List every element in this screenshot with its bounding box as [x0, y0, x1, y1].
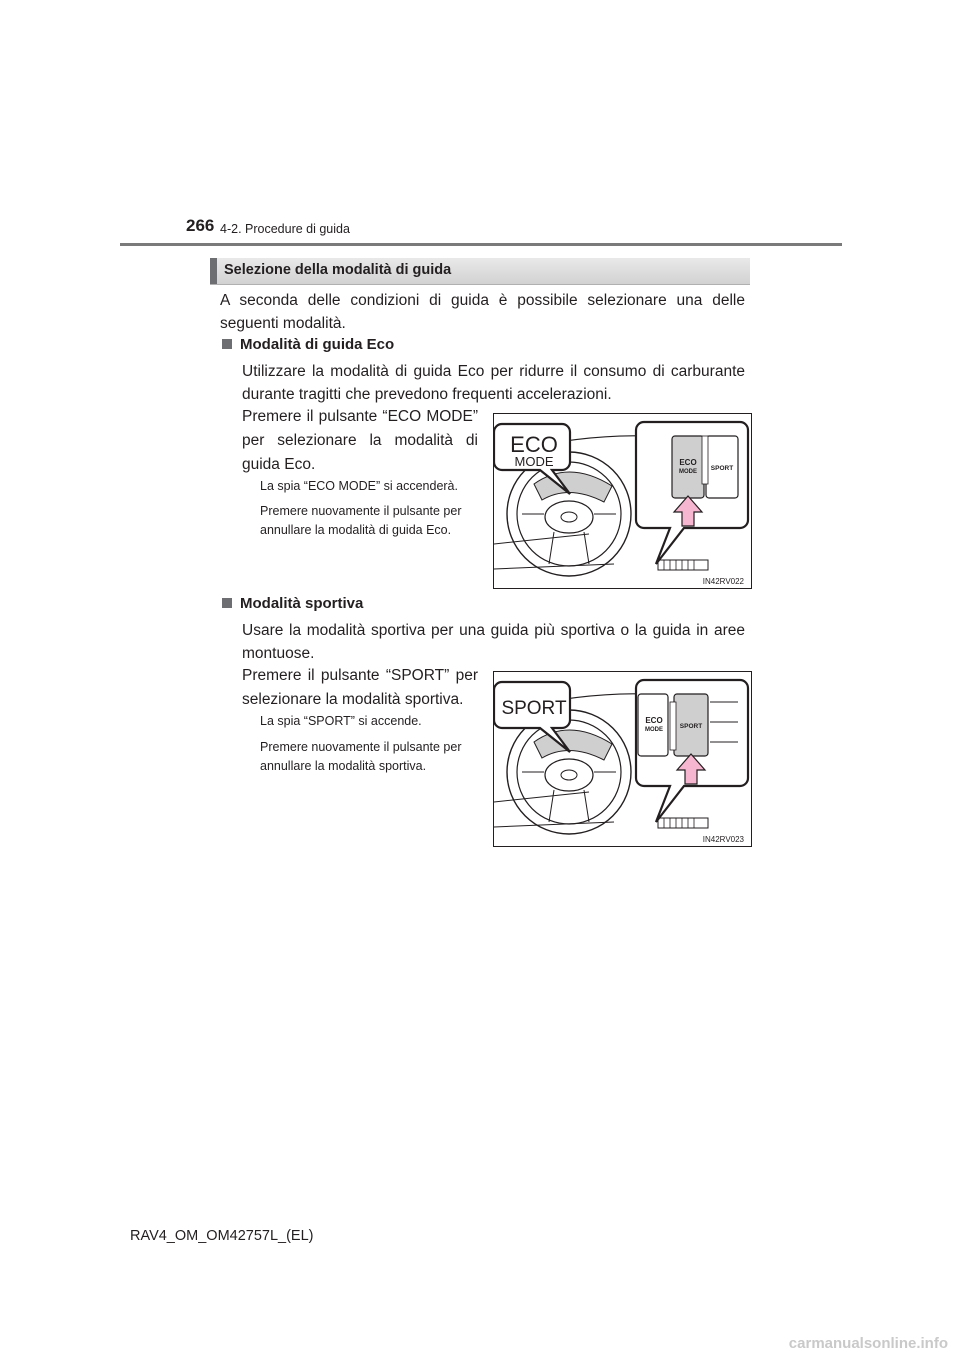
eco-button-label-line1: ECO	[645, 716, 663, 725]
section-banner	[210, 258, 750, 285]
sport-note-1: La spia “SPORT” si accende.	[260, 714, 422, 728]
eco-note-1: La spia “ECO MODE” si accenderà.	[260, 479, 458, 493]
eco-button-label-line2: MODE	[679, 469, 697, 475]
intro-paragraph: A seconda delle condizioni di guida è possibile selezionare una delle seguenti modalità.	[220, 292, 745, 332]
section-title: 4-2. Procedure di guida	[220, 222, 350, 236]
square-bullet-icon	[222, 598, 232, 608]
eco-button-label-line2: MODE	[645, 727, 663, 733]
sport-button-label: SPORT	[710, 465, 734, 472]
sport-instruction: Premere il pulsante “SPORT” per selezionare la modalità sportiva.	[242, 667, 478, 708]
eco-figure-code: IN42RV022	[702, 577, 744, 586]
eco-note-2: Premere nuovamente il pulsante per annullare la modalità di guida Eco.	[260, 504, 462, 537]
eco-dashboard-illustration	[494, 414, 751, 588]
sport-description: Usare la modalità sportiva per una guida più sportiva o la guida in aree montuose.	[242, 622, 745, 662]
document-id: RAV4_OM_OM42757L_(EL)	[130, 1228, 314, 1244]
eco-button-label-line1: ECO	[679, 458, 697, 467]
eco-callout-line1: ECO	[510, 432, 558, 457]
sport-note-2: Premere nuovamente il pulsante per annullare la modalità sportiva.	[260, 740, 462, 773]
eco-mode-figure	[493, 413, 752, 589]
sport-button-label: SPORT	[679, 723, 703, 730]
square-bullet-icon	[222, 339, 232, 349]
page-number: 266	[186, 216, 215, 235]
sport-figure-code: IN42RV023	[702, 835, 744, 844]
banner-accent-bar	[210, 258, 217, 284]
header-divider	[120, 243, 842, 246]
eco-heading	[222, 336, 394, 353]
sport-dashboard-illustration	[494, 672, 751, 846]
eco-instruction: Premere il pulsante “ECO MODE” per selezionare la modalità di guida Eco.	[242, 408, 478, 473]
sport-heading	[222, 595, 363, 612]
eco-callout-line2: MODE	[514, 454, 554, 469]
sport-mode-figure	[493, 671, 752, 847]
sport-callout: SPORT	[501, 698, 567, 719]
eco-heading-label: Modalità di guida Eco	[240, 336, 395, 353]
banner-title: Selezione della modalità di guida	[224, 262, 452, 278]
eco-description: Utilizzare la modalità di guida Eco per ridurre il consumo di carburante durante tragitti che prevedono frequenti accelerazioni.	[242, 363, 745, 403]
watermark: carmanualsonline.info	[788, 1335, 948, 1352]
sport-heading-label: Modalità sportiva	[240, 595, 364, 612]
